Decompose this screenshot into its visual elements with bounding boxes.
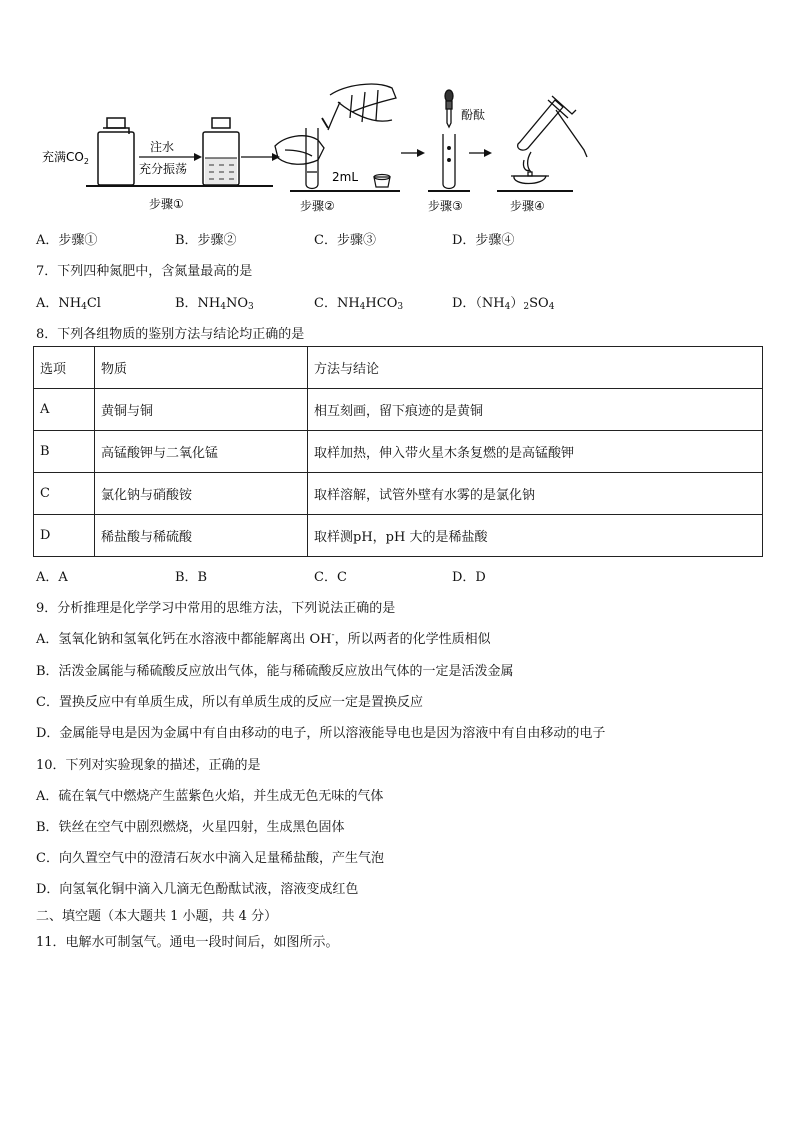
- table-cell: D: [34, 515, 95, 557]
- table-cell: 黄铜与铜: [95, 389, 308, 431]
- dropper: [445, 90, 453, 127]
- table-cell: 氯化钠与硝酸铵: [95, 473, 308, 515]
- q10-option-c[interactable]: C．向久置空气中的澄清石灰水中滴入足量稀盐酸，产生气泡: [36, 851, 384, 866]
- gas-bottle-empty: [98, 118, 134, 185]
- table-row: [34, 515, 763, 557]
- q9-stem: 9．分析推理是化学学习中常用的思维方法，下列说法正确的是: [36, 601, 396, 616]
- q10-option-b[interactable]: B．铁丝在空气中剧烈燃烧，火星四射，生成黑色固体: [36, 820, 345, 835]
- q7-option-d[interactable]: D．$(NH_4)_2SO_4$: [452, 296, 555, 312]
- table-header-cell: 选项: [34, 347, 95, 389]
- q9-option-a[interactable]: A．氢氧化钠和氢氧化钙在水溶液中都能解离出 OH-，所以两者的化学性质相似: [36, 630, 491, 647]
- q10-option-d[interactable]: D．向氢氧化铜中滴入几滴无色酚酞试液，溶液变成红色: [36, 882, 359, 897]
- table-cell: 取样溶解，试管外壁有水雾的是氯化钠: [308, 473, 763, 515]
- table-cell: 取样测pH，pH 大的是稀盐酸: [308, 515, 763, 557]
- q7-option-a[interactable]: A．$NH_4Cl$: [36, 296, 101, 312]
- q8-option-a[interactable]: A．A: [36, 570, 68, 585]
- table-cell: 高锰酸钾与二氧化锰: [95, 431, 308, 473]
- q11-stem: 11．电解水可制氢气。通电一段时间后，如图所示。: [36, 935, 339, 950]
- test-tube-2ml: [306, 118, 328, 189]
- q10-option-a[interactable]: A．硫在氧气中燃烧产生蓝紫色火焰，并生成无色无味的气体: [36, 789, 384, 804]
- shake-label: 充分振荡: [139, 162, 188, 176]
- q8-option-d[interactable]: D．D: [452, 570, 486, 585]
- pouring-hand: [275, 84, 396, 164]
- step3-label: 步骤③: [428, 199, 463, 213]
- step1-label: 步骤①: [149, 197, 184, 211]
- q7-option-b[interactable]: B．$NH_4NO_3$: [175, 296, 254, 312]
- q7-option-c[interactable]: C．$NH_4HCO_3$: [314, 296, 404, 312]
- q8-option-b[interactable]: B．B: [175, 570, 208, 585]
- table-cell: 稀盐酸与稀硫酸: [95, 515, 308, 557]
- table-row: [34, 389, 763, 431]
- q8-table: [33, 346, 763, 557]
- table-header-cell: 物质: [95, 347, 308, 389]
- table-header-cell: 方法与结论: [308, 347, 763, 389]
- table-cell: 相互刻画，留下痕迹的是黄铜: [308, 389, 763, 431]
- experiment-diagram: [0, 0, 794, 225]
- gas-bottle-water: [203, 118, 239, 185]
- q7-stem: 7．下列四种氮肥中，含氮量最高的是: [36, 264, 253, 279]
- q6-option-a[interactable]: A．步骤①: [36, 233, 98, 248]
- q6-option-c[interactable]: C．步骤③: [314, 233, 376, 248]
- co2-label: 充满$CO_2$: [42, 150, 89, 166]
- test-tube-step3: [443, 134, 455, 189]
- q10-stem: 10．下列对实验现象的描述，正确的是: [36, 758, 261, 773]
- q6-option-b[interactable]: B．步骤②: [175, 233, 237, 248]
- step2-label: 步骤②: [300, 199, 335, 213]
- table-row: [34, 431, 763, 473]
- phenolphthalein-label: 酚酞: [461, 108, 486, 122]
- table-cell: B: [34, 431, 95, 473]
- volume-label: 2mL: [332, 170, 359, 184]
- q9-option-b[interactable]: B．活泼金属能与稀硫酸反应放出气体，能与稀硫酸反应放出气体的一定是活泼金属: [36, 664, 514, 679]
- table-cell: C: [34, 473, 95, 515]
- table-cell: A: [34, 389, 95, 431]
- q6-option-d[interactable]: D．步骤④: [452, 233, 515, 248]
- q8-stem: 8．下列各组物质的鉴别方法与结论均正确的是: [36, 327, 305, 342]
- step4-label: 步骤④: [510, 199, 545, 213]
- q9-option-d[interactable]: D．金属能导电是因为金属中有自由移动的电子，所以溶液能导电也是因为溶液中有自由移动的电子: [36, 726, 606, 741]
- table-row: [34, 473, 763, 515]
- stopper: [374, 175, 390, 188]
- q8-option-c[interactable]: C．C: [314, 570, 347, 585]
- inject-water-label: 注水: [150, 140, 175, 154]
- q9-option-c[interactable]: C．置换反应中有单质生成，所以有单质生成的反应一定是置换反应: [36, 695, 423, 710]
- section-heading: 二、填空题（本大题共 1 小题，共 4 分）: [36, 909, 278, 924]
- table-header-row: [34, 347, 763, 389]
- table-cell: 取样加热，伸入带火星木条复燃的是高锰酸钾: [308, 431, 763, 473]
- heating-apparatus: [511, 96, 587, 184]
